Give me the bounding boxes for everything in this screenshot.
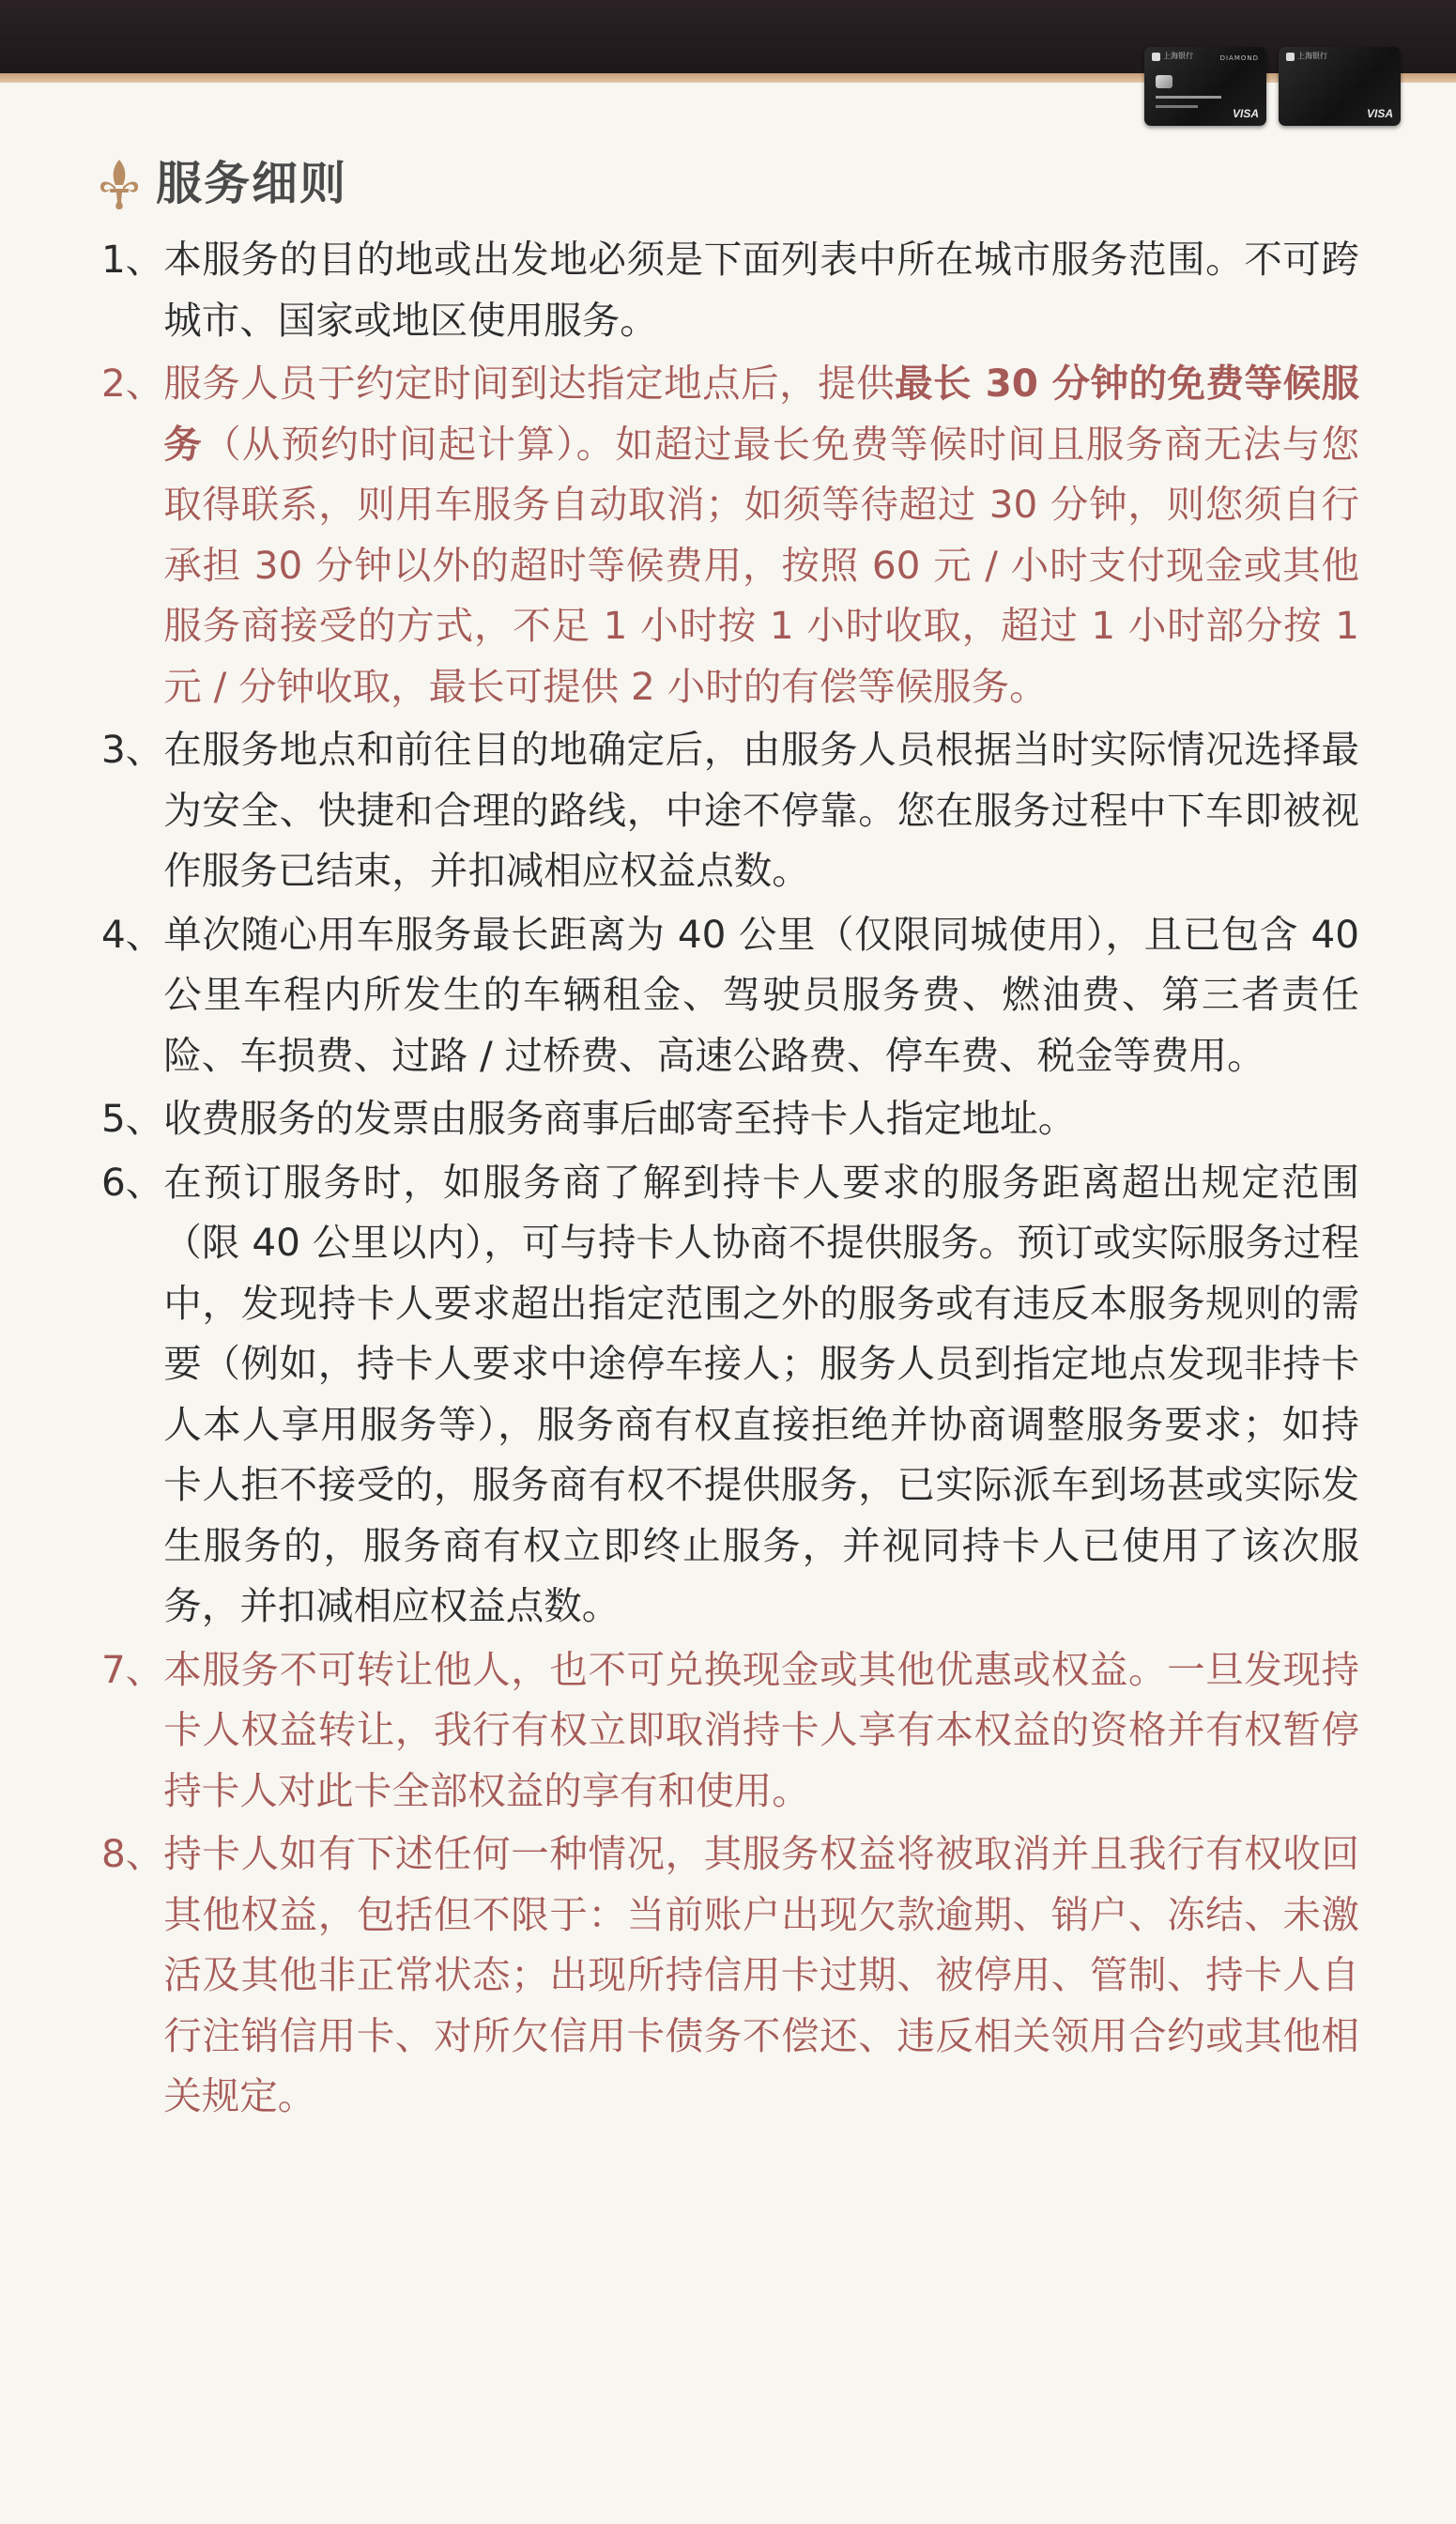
rule-text: 持卡人如有下述任何一种情况，其服务权益将被取消并且我行有权收回其他权益，包括但不限于：当前账户出现欠款逾期、销户、冻结、未激活及其他非正常状态；出现所持信用卡过期、被停用、管制、持卡人自行注销信用卡、对所欠信用卡债务不偿还、违反相关领用合约或其他相关规定。 (163, 1831, 1359, 2118)
rule-text: 本服务的目的地或出发地必须是下面列表中所在城市服务范围。不可跨城市、国家或地区使用服务。 (163, 237, 1359, 343)
rule-text: 单次随心用车服务最长距离为 40 公里（仅限同城使用），且已包含 40 公里车程内所发生的车辆租金、驾驶员服务费、燃油费、第三者责任险、车损费、过路 / 过桥费、高速公路费、停车费、税金等费用。 (163, 911, 1359, 1078)
card-bank-name: 上海银行 (1297, 52, 1327, 60)
credit-card-image-black (1279, 47, 1401, 126)
rule-item-7 (101, 1639, 1359, 1822)
rule-text: 本服务不可转让他人，也不可兑换现金或其他优惠或权益。一旦发现持卡人权益转让，我行有权立即取消持卡人享有本权益的资格并有权暂停持卡人对此卡全部权益的享有和使用。 (163, 1646, 1359, 1813)
card-name-line (1156, 105, 1198, 108)
card-network: VISA (1232, 107, 1259, 120)
rule-text: 在服务地点和前往目的地确定后，由服务人员根据当时实际情况选择最为安全、快捷和合理的路线，中途不停靠。您在服务过程中下车即被视作服务已结束，并扣减相应权益点数。 (163, 727, 1359, 893)
rule-number: 2、 (101, 361, 164, 406)
rule-item-8 (101, 1824, 1359, 2127)
card-chip-icon (1156, 75, 1172, 88)
bank-logo-icon (1286, 53, 1295, 61)
rule-number: 6、 (101, 1159, 164, 1205)
rule-item-6 (101, 1152, 1359, 1637)
section-title: 服务细则 (156, 157, 348, 210)
rule-text-bold: 最长 30 分钟的免费等候服务 (163, 361, 1359, 467)
rule-number: 3、 (101, 727, 164, 772)
bank-logo-icon (1152, 53, 1160, 61)
rule-item-4 (101, 904, 1359, 1086)
card-network: VISA (1366, 107, 1393, 120)
card-tier: DIAMOND (1219, 54, 1259, 62)
card-number-line (1156, 96, 1221, 99)
fleur-de-lis-icon (98, 158, 141, 210)
card-bank-name: 上海银行 (1163, 52, 1193, 60)
rule-item-3 (101, 719, 1359, 901)
rule-text: 在预订服务时，如服务商了解到持卡人要求的服务距离超出规定范围（限 40 公里以内），可与持卡人协商不提供服务。预订或实际服务过程中，发现持卡人要求超出指定范围之外的服务或有违反本服务规则的需要（例如，持卡人要求中途停车接人；服务人员到指定地点发现非持卡人本人享用服务等），服务商有权直接拒绝并协商调整服务要求；如持卡人拒不接受的，服务商有权不提供服务，已实际派车到场甚或实际发生服务的，服务商有权立即终止服务，并视同持卡人已使用了该次服务，并扣减相应权益点数。 (163, 1159, 1359, 1628)
rule-text (163, 353, 1359, 716)
credit-card-image-diamond (1144, 47, 1266, 126)
rule-number: 4、 (101, 911, 164, 957)
rule-number: 8、 (101, 1831, 164, 1876)
rule-number: 7、 (101, 1646, 164, 1692)
rule-item-2 (101, 353, 1359, 716)
rule-text: 收费服务的发票由服务商事后邮寄至持卡人指定地址。 (163, 1096, 1077, 1141)
rule-item-5 (101, 1088, 1359, 1149)
rule-text-after: （从预约时间起计算）。如超过最长免费等候时间且服务商无法与您取得联系，则用车服务自动取消；如须等待超过 30 分钟，则您须自行承担 30 分钟以外的超时等候费用，按照 60 元 / 小时支付现金或其他服务商接受的方式，不足 1 小时按 1 小时收取，超过 1 小时部分按 1 元 / 分钟收取，最长可提供 2 小时的有偿等候服务。 (163, 421, 1360, 709)
rule-number: 5、 (101, 1096, 164, 1141)
rule-item-1 (101, 229, 1359, 350)
rules-list (101, 229, 1359, 2130)
rule-number: 1、 (101, 237, 164, 282)
rule-text-before: 服务人员于约定时间到达指定地点后，提供 (163, 361, 896, 406)
